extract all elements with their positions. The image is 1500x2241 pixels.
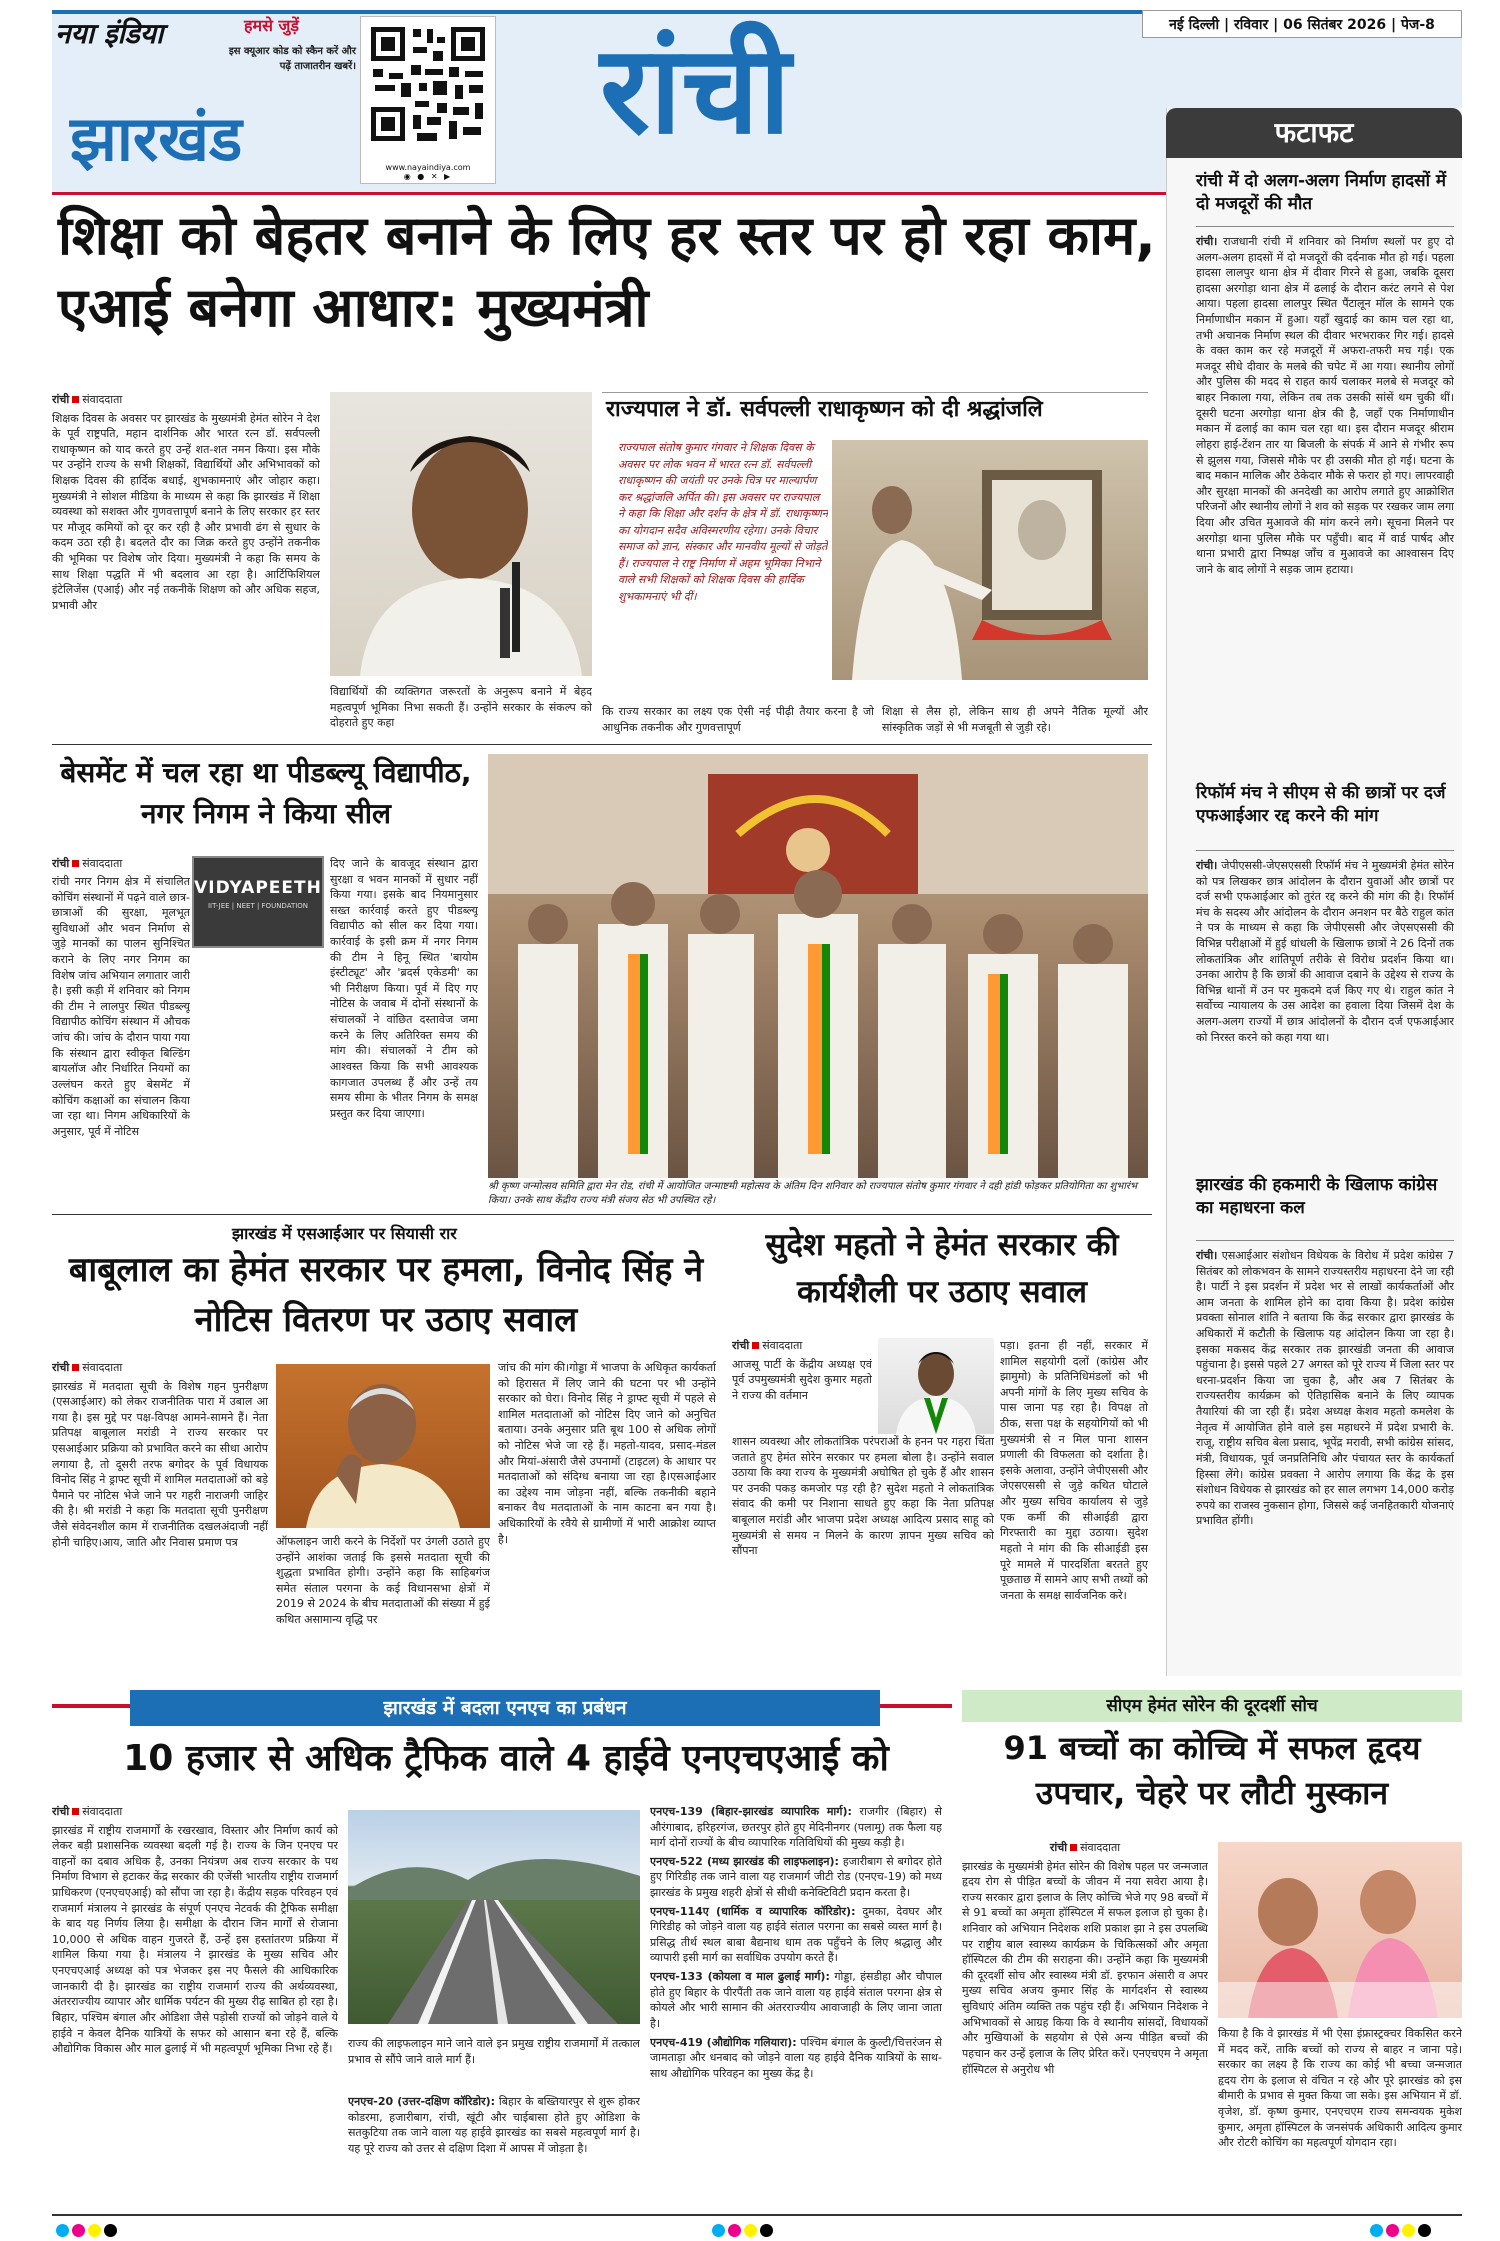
website-url[interactable]: www.nayaindiya.com — [385, 163, 471, 172]
sudesh-byline: रांची संवाददाता — [732, 1339, 803, 1352]
nh-headline: 10 हजार से अधिक ट्रैफिक वाले 4 हाईवे एनएचएआई को — [123, 1738, 889, 1779]
city-title: रांची — [600, 19, 791, 161]
sudesh-col1b: शासन व्यवस्था और लोकतांत्रिक परंपराओं के हनन पर गहरा चिंता जताते हुए हेमंत सोरेन सरकार पर हमला बोला है। उन्होंने सवाल उठाया कि क्या राज्य के मुख्यमंत्री अघोषित हो चुके हैं और शासन पर उनकी पकड़ कमजोर पड़ रही है? सुदेश महतो ने लोकतांत्रिक संवाद की कमी पर निशाना साधते हुए कहा कि नेता प्रतिपक्ष बाबूलाल मरांडी और भाजपा प्रदेश अध्यक्ष आदित्य प्रसाद साहू को मुख्यमंत्री से समय न मिलने के कारण ज्ञापन मुख्य सचिव को सौंपना — [732, 1435, 994, 1558]
lead-byline: रांची संवाददाता — [52, 393, 123, 406]
lead-headline: शिक्षा को बेहतर बनाने के लिए हर स्तर पर हो रहा काम, एआई बनेगा आधार: मुख्यमंत्री — [58, 204, 1156, 339]
sudesh-portrait-photo — [878, 1338, 994, 1434]
fatafat-s2-headline: रिफॉर्म मंच ने सीएम से की छात्रों पर दर्ज एफआईआर रद्द करने की मांग — [1196, 783, 1446, 826]
qr-text: इस क्यूआर कोड को स्कैन करें और पढ़ें ताजातरीन खबरें। — [228, 46, 356, 72]
fatafat-s1-headline: रांची में दो अलग-अलग निर्माण हादसों में दो मजदूरों की मौत — [1196, 171, 1447, 214]
divider — [1196, 850, 1454, 851]
janmashtami-photo — [488, 754, 1148, 1178]
cm-portrait-photo — [330, 392, 592, 676]
nh-banner: झारखंड में बदला एनएच का प्रबंधन — [130, 1690, 880, 1726]
nh-col2a: राज्य की लाइफलाइन माने जाने वाले इन प्रमुख राष्ट्रीय राजमार्गों में तत्काल प्रभाव से सौंपे जाने वाले मार्ग हैं। — [348, 2037, 640, 2066]
brand-logo: नया इंडिया — [55, 17, 164, 50]
qr-code[interactable] — [360, 16, 496, 184]
registration-marks-center — [712, 2222, 776, 2241]
lead-col4: शिक्षा से लैस हो, लेकिन साथ ही अपने नैतिक मूल्यों और सांस्कृतिक जड़ों से भी मजबूती से जुड़ी रहे। — [882, 705, 1148, 734]
fatafat-label: फटाफट — [1166, 108, 1462, 158]
nh-col2b: एनएच-20 (उत्तर-दक्षिण कॉरिडोर): बिहार के बख्तियारपुर से शुरू होकर कोडरमा, हजारीबाग, रांची, खूंटी और चाईबासा होते हुए ओडिशा के सतकुटिया तक जाने वाला यह हाईवे झारखंड का सबसे महत्वपूर्ण मार्ग है। यह पूरे राज्य को उत्तर से दक्षिण दिशा में आपस में जोड़ता है। — [348, 2095, 640, 2155]
sudesh-headline: सुदेश महतो ने हेमंत सरकार की कार्यशैली पर उठाए सवाल — [765, 1227, 1119, 1310]
heart-col1: रांची संवाददाता झारखंड के मुख्यमंत्री हेमंत सोरेन की विशेष पहल पर जन्मजात हृदय रोग से पीड़ित बच्चों के जीवन में नया सवेरा आया है। राज्य सरकार द्वारा इलाज के लिए कोच्चि भेजे गए 98 बच्चों में से 91 बच्चों का अमृता हॉस्पिटल में सफल इलाज हो चुका है। शनिवार को अभियान निदेशक शशि प्रकाश झा ने इस उपलब्धि पर राष्ट्रीय बाल स्वास्थ्य कार्यक्रम के चिकित्सकों और अमृता हॉस्पिटल की टीम की सराहना की। उन्होंने कहा कि मुख्यमंत्री की दूरदर्शी सोच और स्वास्थ्य मंत्री डॉ. इरफान अंसारी व अपर मुख्य सचिव अजय कुमार सिंह के मार्गदर्शन से स्वास्थ्य सुविधाएं अंतिम व्यक्ति तक पहुंच रही हैं। अभियान निदेशक ने अभिभावकों से आग्रह किया कि वे स्थानीय सांसदों, विधायकों और मुखियाओं के सहयोग से ऐसे अन्य पीड़ित बच्चों की पहचान कर उन्हें इलाज के लिए प्रेरित करें। एनएचएम ने अमृता हॉस्पिटल से अनुरोध भी — [962, 1841, 1208, 2076]
babulal-kicker: झारखंड में एसआईआर पर सियासी रार — [232, 1224, 457, 1243]
pdw-headline: बेसमेंट में चल रहा था पीडब्ल्यू विद्यापीठ, नगर निगम ने किया सील — [60, 756, 472, 831]
pdw-col2: दिए जाने के बावजूद संस्थान द्वारा सुरक्षा व भवन मानकों में सुधार नहीं किया गया। इसके बाद नियमानुसार सख्त कार्रवाई करते हुए पीडब्ल्यू विद्यापीठ को सील कर दिया गया। कार्रवाई के इसी क्रम में नगर निगम की टीम ने हिनू स्थित 'बायोम इंस्टीट्यूट' और 'ब्रदर्स एकेडमी' का भी निरीक्षण किया। पूर्व में दिए गए नोटिस के जवाब में दोनों संस्थानों के संचालकों ने वांछित दस्तावेज जमा करने के लिए अतिरिक्त समय की मांग की। संचालकों ने टीम को आश्वस्त किया कि सभी आवश्यक कागजात उपलब्ध हैं और उन्हें तय समय सीमा के भीतर निगम के समक्ष प्रस्तुत कर दिया जाएगा। — [330, 857, 478, 1120]
dateline: नई दिल्ली | रविवार | 06 सितंबर 2026 | पेज-8 — [1142, 10, 1462, 38]
governor-headline: राज्यपाल ने डॉ. सर्वपल्ली राधाकृष्णन को दी श्रद्धांजलि — [606, 397, 1043, 422]
babulal-byline: रांची संवाददाता — [52, 1361, 123, 1374]
signboard-label: VIDYAPEETH — [194, 878, 322, 898]
heart-headline: 91 बच्चों का कोच्चि में सफल हृदय उपचार, चेहरे पर लौटी मुस्कान — [1003, 1729, 1421, 1813]
divider — [1196, 1240, 1454, 1241]
fatafat-s3-headline: झारखंड की हकमारी के खिलाफ कांग्रेस का महाधरना कल — [1196, 1175, 1438, 1218]
lead-col1: रांची संवाददाता शिक्षक दिवस के अवसर पर झारखंड के मुख्यमंत्री हेमंत सोरेन ने देश के पूर्व राष्ट्रपति, महान दार्शनिक और भारत रत्न डॉ. सर्वपल्ली राधाकृष्णन को याद करते हुए उन्हें शत-शत नमन किया। इस मौके पर उन्होंने राज्य के सभी शिक्षकों, विद्यार्थियों और अभिभावकों को शिक्षक दिवस की हार्दिक बधाई, शुभकामनाएं और जोहार कहा। मुख्यमंत्री ने सोशल मीडिया के माध्यम से कहा कि झारखंड में शिक्षा व्यवस्था को सशक्त और गुणवत्तापूर्ण बनाने के लिए सरकार हर स्तर पर मौजूद कमियों को दूर कर रही है और प्रभावी ढंग से सुधार के कदम उठा रही है। बदलते दौर का जिक्र करते हुए उन्होंने तकनीक की भूमिका पर विशेष जोर दिया। मुख्यमंत्री ने कहा कि समय के साथ शिक्षा पद्धति में भी बदलाव आ रहा है। आर्टिफिशियल इंटेलिजेंस (एआई) और नई तकनीकें शिक्षण को और अधिक सहज, प्रभावी और — [52, 393, 320, 612]
heart-col2: किया है कि वे झारखंड में भी ऐसा इंफ्रास्ट्रक्चर विकसित करने में मदद करें, ताकि बच्चों को राज्य से बाहर न जाना पड़े।सरकार का लक्ष्य है कि राज्य का कोई भी बच्चा जन्मजात हृदय रोग के इलाज से वंचित न रहे और पूरे झारखंड को इस बीमारी के प्रभाव से मुक्त किया जा सके। इस अभियान में डॉ. वृजेश, डॉ. कृष्ण कुमार, एनएचएम राज्य समन्वयक मुकेश कुमार, अमृता हॉस्पिटल के जनसंपर्क अधिकारी आदित्य कुमार और रोटरी कोचिंग का महत्वपूर्ण योगदान रहा। — [1218, 2027, 1462, 2150]
janmashtami-caption: श्री कृष्ण जन्मोत्सव समिति द्वारा मेन रोड, रांची में आयोजित जन्माष्टमी महोत्सव के अंतिम दिन शनिवार को राज्यपाल संतोष कुमार गंगवार ने दही हांडी फोड़कर प्रतियोगिता का शुभारंभ किया। उनके साथ केंद्रीय राज्य मंत्री संजय सेठ भी उपस्थित रहे। — [488, 1181, 1138, 1206]
pdw-col1-text: रांची नगर निगम क्षेत्र में संचालित कोचिंग संस्थानों में पढ़ने वाले छात्र-छात्राओं की सुरक्षा, मूलभूत सुविधाओं और भवन निर्माण से जुड़े मानकों का पालन सुनिश्चित कराने के लिए नगर निगम का विशेष जांच अभियान लगातार जारी है। इसी कड़ी में शनिवार को निगम की टीम ने लालपुर स्थित पीडब्ल्यू विद्यापीठ कोचिंग संस्थान में औचक जांच की। जांच के दौरान पाया गया कि संस्थान द्वारा स्वीकृत बिल्डिंग बायलॉज और निर्धारित नियमों का उल्लंघन करते हुए बेसमेंट में कोचिंग कक्षाओं का संचालन किया जा रहा था। निगम अधिकारियों के अनुसार, पूर्व में नोटिस — [52, 875, 190, 1138]
governor-tribute-photo — [832, 440, 1148, 680]
divider — [52, 744, 1152, 745]
highway-photo — [348, 1810, 640, 2024]
babulal-col2: ऑफलाइन जारी करने के निर्देशों पर उंगली उठाते हुए उन्होंने आशंका जताई कि इससे मतदाता सूची की शुद्धता प्रभावित होगी। उन्होंने कहा कि साहिबगंज समेत संताल परगना के कई विधानसभा क्षेत्रों में 2019 से 2024 के बीच मतदाताओं की संख्या में हुई कथित असामान्य वृद्धि पर — [276, 1535, 490, 1627]
pdw-byline: रांची संवाददाता — [52, 857, 123, 870]
babulal-col1: रांची संवाददाता झारखंड में मतदाता सूची के विशेष गहन पुनरीक्षण (एसआईआर) को लेकर राजनीतिक पारा में उबाल आ गया है। इस मुद्दे पर पक्ष-विपक्ष आमने-सामने हैं। नेता प्रतिपक्ष बाबूलाल मरांडी ने राज्य सरकार पर एसआईआर प्रक्रिया को प्रभावित करने का सीधा आरोप लगाया है, तो दूसरी तरफ बगोदर के पूर्व विधायक विनोद सिंह ने ड्राफ्ट सूची में शामिल मतदाताओं को बड़े पैमाने पर नोटिस भेजे जाने पर गहरी नाराजगी जाहिर की है। श्री मरांडी ने कहा कि मतदाता सूची पुनरीक्षण जैसे संवेदनशील काम में राजनीतिक दखलअंदाजी नहीं होनी चाहिए।आय, जाति और निवास प्रमाण पत्र — [52, 1361, 268, 1549]
sudesh-col2: पड़ा। इतना ही नहीं, सरकार में शामिल सहयोगी दलों (कांग्रेस और झामुमो) के प्रतिनिधिमंडलों को भी अपनी मांगों के लिए मुख्य सचिव के पास जाना पड़ रहा है। विपक्ष तो ठीक, सत्ता पक्ष के सहयोगियों को भी मुख्यमंत्री से न मिल पाना शासन प्रणाली की विफलता को दर्शाता है। इसके अलावा, उन्होंने जेपीएससी और जेएसएससी से जुड़े कथित घोटाले और मुख्य सचिव कार्यालय से जुड़े एक कर्मी की सीआईडी द्वारा गिरफ्तारी का मुद्दा उठाया। सुदेश महतो ने मांग की कि सीआईडी इस पूरे मामले में पारदर्शिता बरतते हुए पूछताछ में सामने आए सभी तथ्यों को जनता के समक्ष सार्वजनिक करे। — [1000, 1339, 1148, 1602]
coaching-signboard-photo — [192, 856, 324, 948]
babulal-headline: बाबूलाल का हेमंत सरकार पर हमला, विनोद सिंह ने नोटिस वितरण पर उठाए सवाल — [68, 1250, 704, 1340]
divider — [52, 1214, 1152, 1215]
nh-col3: एनएच-139 (बिहार-झारखंड व्यापारिक मार्ग): राजगीर (बिहार) से औरंगाबाद, हरिहरगंज, छतरपुर होते हुए मेदिनीनगर (पलामू) तक फैला यह मार्ग दोनों राज्यों के बीच व्यापारिक गतिविधियों की मुख्य कड़ी है। एनएच-522 (मध्य झारखंड की लाइफलाइन): हजारीबाग से बगोदर होते हुए गिरिडीह तक जाने वाला यह राजमार्ग जीटी रोड (एनएच-19) को मध्य झारखंड के प्रमुख शहरी क्षेत्रों से सीधी कनेक्टिविटी प्रदान करता है। एनएच-114ए (धार्मिक व व्यापारिक कॉरिडोर): दुमका, देवघर और गिरिडीह को जोड़ने वाला यह हाईवे संताल परगना का सबसे व्यस्त मार्ग है। प्रसिद्ध तीर्थ स्थल बाबा बैद्यनाथ धाम तक पहुँचने के लिए श्रद्धालु और व्यापारी इसी मार्ग का सर्वाधिक उपयोग करते हैं। एनएच-133 (कोयला व माल ढुलाई मार्ग): गोड्डा, हंसडीहा और चौपाल होते हुए बिहार के पीरपैंती तक जाने वाला यह हाईवे संताल परगना क्षेत्र से कोयले और भारी सामान की अंतरराज्यीय आवाजाही के लिए जाना जाता है। एनएच-419 (औद्योगिक गलियारा): पश्चिम बंगाल के कुल्टी/चित्तरंजन से जामताड़ा और धनबाद को जोड़ने वाला यह हाईवे दैनिक यात्रियों के साथ-साथ औद्योगिक परिवहन का मुख्य केंद्र है। — [650, 1805, 942, 2080]
divider — [1196, 226, 1454, 227]
state-title: झारखंड — [70, 102, 243, 175]
nh-byline: रांची संवाददाता — [52, 1805, 123, 1818]
lead-col3: कि राज्य सरकार का लक्ष्य एक ऐसी नई पीढ़ी तैयार करना है जो आधुनिक तकनीक और गुणवत्तापूर्ण — [602, 705, 874, 734]
babulal-col3: जांच की मांग की।गोड्डा में भाजपा के अधिकृत कार्यकर्ता को हिरासत में लिए जाने की घटना पर भी उन्होंने सरकार को घेरा। विनोद सिंह ने ड्राफ्ट सूची में पहले से शामिल मतदाताओं को नोटिस दिए जाने को अनुचित बताया। उनके अनुसार प्रति बूथ 100 से अधिक लोगों को नोटिस भेजे जा रहे हैं। महतो-यादव, प्रसाद-मंडल और मियां-अंसारी जैसे उपनामों (टाइटल) के आधार पर मतदाताओं को संदिग्ध बनाया जा रहा है।एसआईआर का उद्देश्य नाम जोड़ना नहीं, बल्कि तकनीकी बहाने बनाकर वैध मतदाताओं के नाम काटना बन गया है। अधिकारियों के रवैये से ग्रामीणों में भारी आक्रोश व्याप्त है। — [498, 1361, 716, 1546]
heart-banner: सीएम हेमंत सोरेन की दूरदर्शी सोच — [962, 1690, 1462, 1722]
registration-marks-left — [56, 2222, 120, 2241]
heart-byline: रांची संवाददाता — [1049, 1841, 1121, 1854]
governor-text: राज्यपाल संतोष कुमार गंगवार ने शिक्षक दिवस के अवसर पर लोक भवन में भारत रत्न डॉ. सर्वपल्ली राधाकृष्णन की जयंती पर उनके चित्र पर माल्यार्पण कर श्रद्धांजलि अर्पित की। इस अवसर पर राज्यपाल ने कहा कि शिक्षा और दर्शन के क्षेत्र में डॉ. राधाकृष्णन का योगदान सदैव अविस्मरणीय रहेगा। उनके विचार समाज को ज्ञान, संस्कार और मानवीय मूल्यों से जोड़ते हैं। राज्यपाल ने राष्ट्र निर्माण में अहम भूमिका निभाने वाले सभी शिक्षकों को शिक्षक दिवस की हार्दिक शुभकामनाएं भी दीं। — [618, 441, 828, 603]
signboard-sub: IIT-JEE | NEET | FOUNDATION — [207, 902, 309, 910]
fatafat-s3-text: रांची। एसआईआर संशोधन विधेयक के विरोध में प्रदेश कांग्रेस 7 सितंबर को लोकभवन के सामने राज्यस्तरीय महाधरना देने जा रही है। पार्टी ने इस प्रदर्शन में प्रदेश भर से लाखों कार्यकर्ताओं और आम जनता के शामिल होने का दावा किया है। प्रदेश कांग्रेस प्रवक्ता सोनाल शांति ने बताया कि केंद्र सरकार द्वारा झारखंड के अधिकारों में कटौती के खिलाफ यह आंदोलन किया जा रहा है। इसका मकसद केंद्र सरकार तक झारखंडी जनता की आवाज पहुंचाना है। इससे पहले 27 अगस्त को पूरे राज्य में जिला स्तर पर धरना-प्रदर्शन किया जा चुका है, और अब 7 सितंबर के राज्यस्तरीय कार्यक्रम को ऐतिहासिक बनाने के लिए व्यापक तैयारियां की जा रही हैं। प्रदेश अध्यक्ष केशव महतो कमलेश के नेतृत्व में आयोजित होने वाले इस महाधरने में प्रदेश प्रभारी के. राजू, राष्ट्रीय सचिव बेला प्रसाद, भूपेंद्र मरावी, सभी कांग्रेस सांसद, मंत्री, विधायक, पूर्व जनप्रतिनिधि और पंचायत स्तर के कार्यकर्ता हिस्सा लेंगे। कांग्रेस प्रवक्ता ने आरोप लगाया कि केंद्र के इस संशोधन विधेयक से झारखंड को हर साल लगभग 14,000 करोड़ रुपये का राजस्व नुकसान होगा, जिससे कई जनहितकारी योजनाएं प्रभावित होंगी। — [1196, 1249, 1454, 1528]
sudesh-col1a: रांची संवाददाता आजसू पार्टी के केंद्रीय अध्यक्ष एवं पूर्व उपमुख्यमंत्री सुदेश कुमार महतो ने राज्य की वर्तमान — [732, 1339, 872, 1402]
nh-col1: रांची संवाददाता झारखंड में राष्ट्रीय राजमार्गों के रखरखाव, विस्तार और निर्माण कार्य को लेकर बड़ी प्रशासनिक व्यवस्था बदली गई है। राज्य के जिन एनएच पर वाहनों का दबाव अधिक है, उनका नियंत्रण अब राज्य सरकार के पथ निर्माण विभाग से हटाकर केंद्र सरकार की एजेंसी भारतीय राष्ट्रीय राजमार्ग प्राधिकरण (एनएचएआई) को सौंपा जा रहा है। केंद्रीय सड़क परिवहन एवं राजमार्ग मंत्रालय ने झारखंड के संपूर्ण एनएच नेटवर्क की ट्रैफिक समीक्षा के बाद यह निर्णय लिया है। समीक्षा के दौरान जिन मार्गों से रोजाना 10,000 से अधिक वाहन गुजरते हैं, उन्हें इस हस्तांतरण प्रक्रिया में शामिल किया गया है। मंत्रालय ने झारखंड के मुख्य सचिव और एनएचएआई अध्यक्ष को पत्र भेजकर इस नए फैसले की आधिकारिक जानकारी दी है। झारखंड का राष्ट्रीय राजमार्ग राज्य की अर्थव्यवस्था, अंतरराज्यीय व्यापार और धार्मिक पर्यटन की मुख्य रीढ़ साबित हो रहा है। बिहार, पश्चिम बंगाल और ओडिशा जैसे पड़ोसी राज्यों को जोड़ने वाले ये हाईवे न केवल दैनिक यात्रियों के सफर को आसान बना रहे हैं, बल्कि औद्योगिक विकास और माल ढुलाई में भी महत्वपूर्ण भूमिका निभा रहे हैं। — [52, 1805, 338, 2056]
registration-marks-right — [1370, 2222, 1434, 2241]
children-treatment-photo — [1218, 1842, 1462, 2018]
footer-rule — [52, 2214, 1462, 2216]
fatafat-s2-text: रांची। जेपीएससी-जेएसएससी रिफॉर्म मंच ने मुख्यमंत्री हेमंत सोरेन को पत्र लिखकर छात्र आंदोलन के दौरान युवाओं और छात्रों पर दर्ज सभी एफआईआर को तुरंत रद्द करने की मांग की है। रिफॉर्म मंच के सदस्य और आंदोलन के दौरान अनशन पर बैठे राहुल कांत ने पत्र के माध्यम से कहा कि जेपीएससी और जेएसएससी की विभिन्न परीक्षाओं में हुई धांधली के खिलाफ छात्रों ने 26 दिनों तक लोकतांत्रिक और शांतिपूर्ण तरीके से विरोध प्रदर्शन किया था। उनका आरोप है कि छात्रों की आवाज दबाने के उद्देश्य से राज्य के विभिन्न थानों में उन पर मुकदमे दर्ज किए गए थे। राहुल कांत ने सर्वोच्च न्यायालय के उस आदेश का हवाला दिया जिसमें देश के अलग-अलग राज्यों में छात्र आंदोलनों के दौरान दर्ज एफआईआर को निरस्त करने को कहा गया था। — [1196, 859, 1454, 1044]
babulal-portrait-photo — [276, 1364, 490, 1528]
connect-label: हमसे जुड़ें — [244, 16, 299, 35]
masthead-rule — [52, 192, 1170, 195]
social-icons: ◉ ● ✕ ▶ — [403, 172, 453, 181]
fatafat-s1-text: रांची। राजधानी रांची में शनिवार को निर्माण स्थलों पर हुए दो अलग-अलग हादसों में दो मजदूरों की दर्दनाक मौत हो गई। पहला हादसा लालपुर थाना क्षेत्र में दीवार गिरने से हुआ, जबकि दूसरा हादसा अरगोड़ा थाना क्षेत्र में ढलाई के दौरान करंट लगने से पेश आया। पहला हादसा लालपुर स्थित पैंटालून मॉल के सामने एक निर्माणाधीन मकान में हुआ। यहाँ खुदाई का काम चल रहा था, तभी अचानक निर्माण स्थल की दीवार भरभराकर गिर गई। हादसे के वक्त काम कर रहे मजदूरों में अफरा-तफरी मच गई। एक मजदूर सीधे दीवार के मलबे की चपेट में आ गया। स्थानीय लोगों और पुलिस की मदद से राहत कार्य चलाकर मलबे से मजदूर को बाहर निकाला गया, लेकिन तब तक उसकी सांसें थम चुकी थीं। दूसरी घटना अरगोड़ा थाना क्षेत्र की है, जहाँ एक निर्माणाधीन मकान में ढलाई का काम चल रहा था। इस दौरान मजदूर श्रीराम लोहरा हाई-टेंशन तार या बिजली के संपर्क में आने से गंभीर रूप से झुलस गया, जिससे मौके पर ही उसकी मौत हो गई। घटना के बाद मकान मालिक और ठेकेदार मौके से फरार हो गए। लापरवाही और सुरक्षा मानकों की अनदेखी का आरोप लगाते हुए आक्रोशित परिजनों और स्थानीय लोगों ने शव को सड़क पर रखकर जाम लगा दिया और उचित मुआवजे की मांग करने लगे। सूचना मिलने पर अरगोड़ा थाना पुलिस मौके पर पहुँची। बाद में वार्ड पार्षद और थाना प्रभारी द्वारा निष्पक्ष जाँच व मुआवजे का आश्वासन दिए जाने के बाद लोगों ने सड़क जाम हटाया। — [1196, 235, 1454, 576]
lead-col2: विद्यार्थियों की व्यक्तिगत जरूरतों के अनुरूप बनाने में बेहद महत्वपूर्ण भूमिका निभा सकती हैं। उन्होंने सरकार के संकल्प को दोहराते हुए कहा — [330, 685, 592, 730]
